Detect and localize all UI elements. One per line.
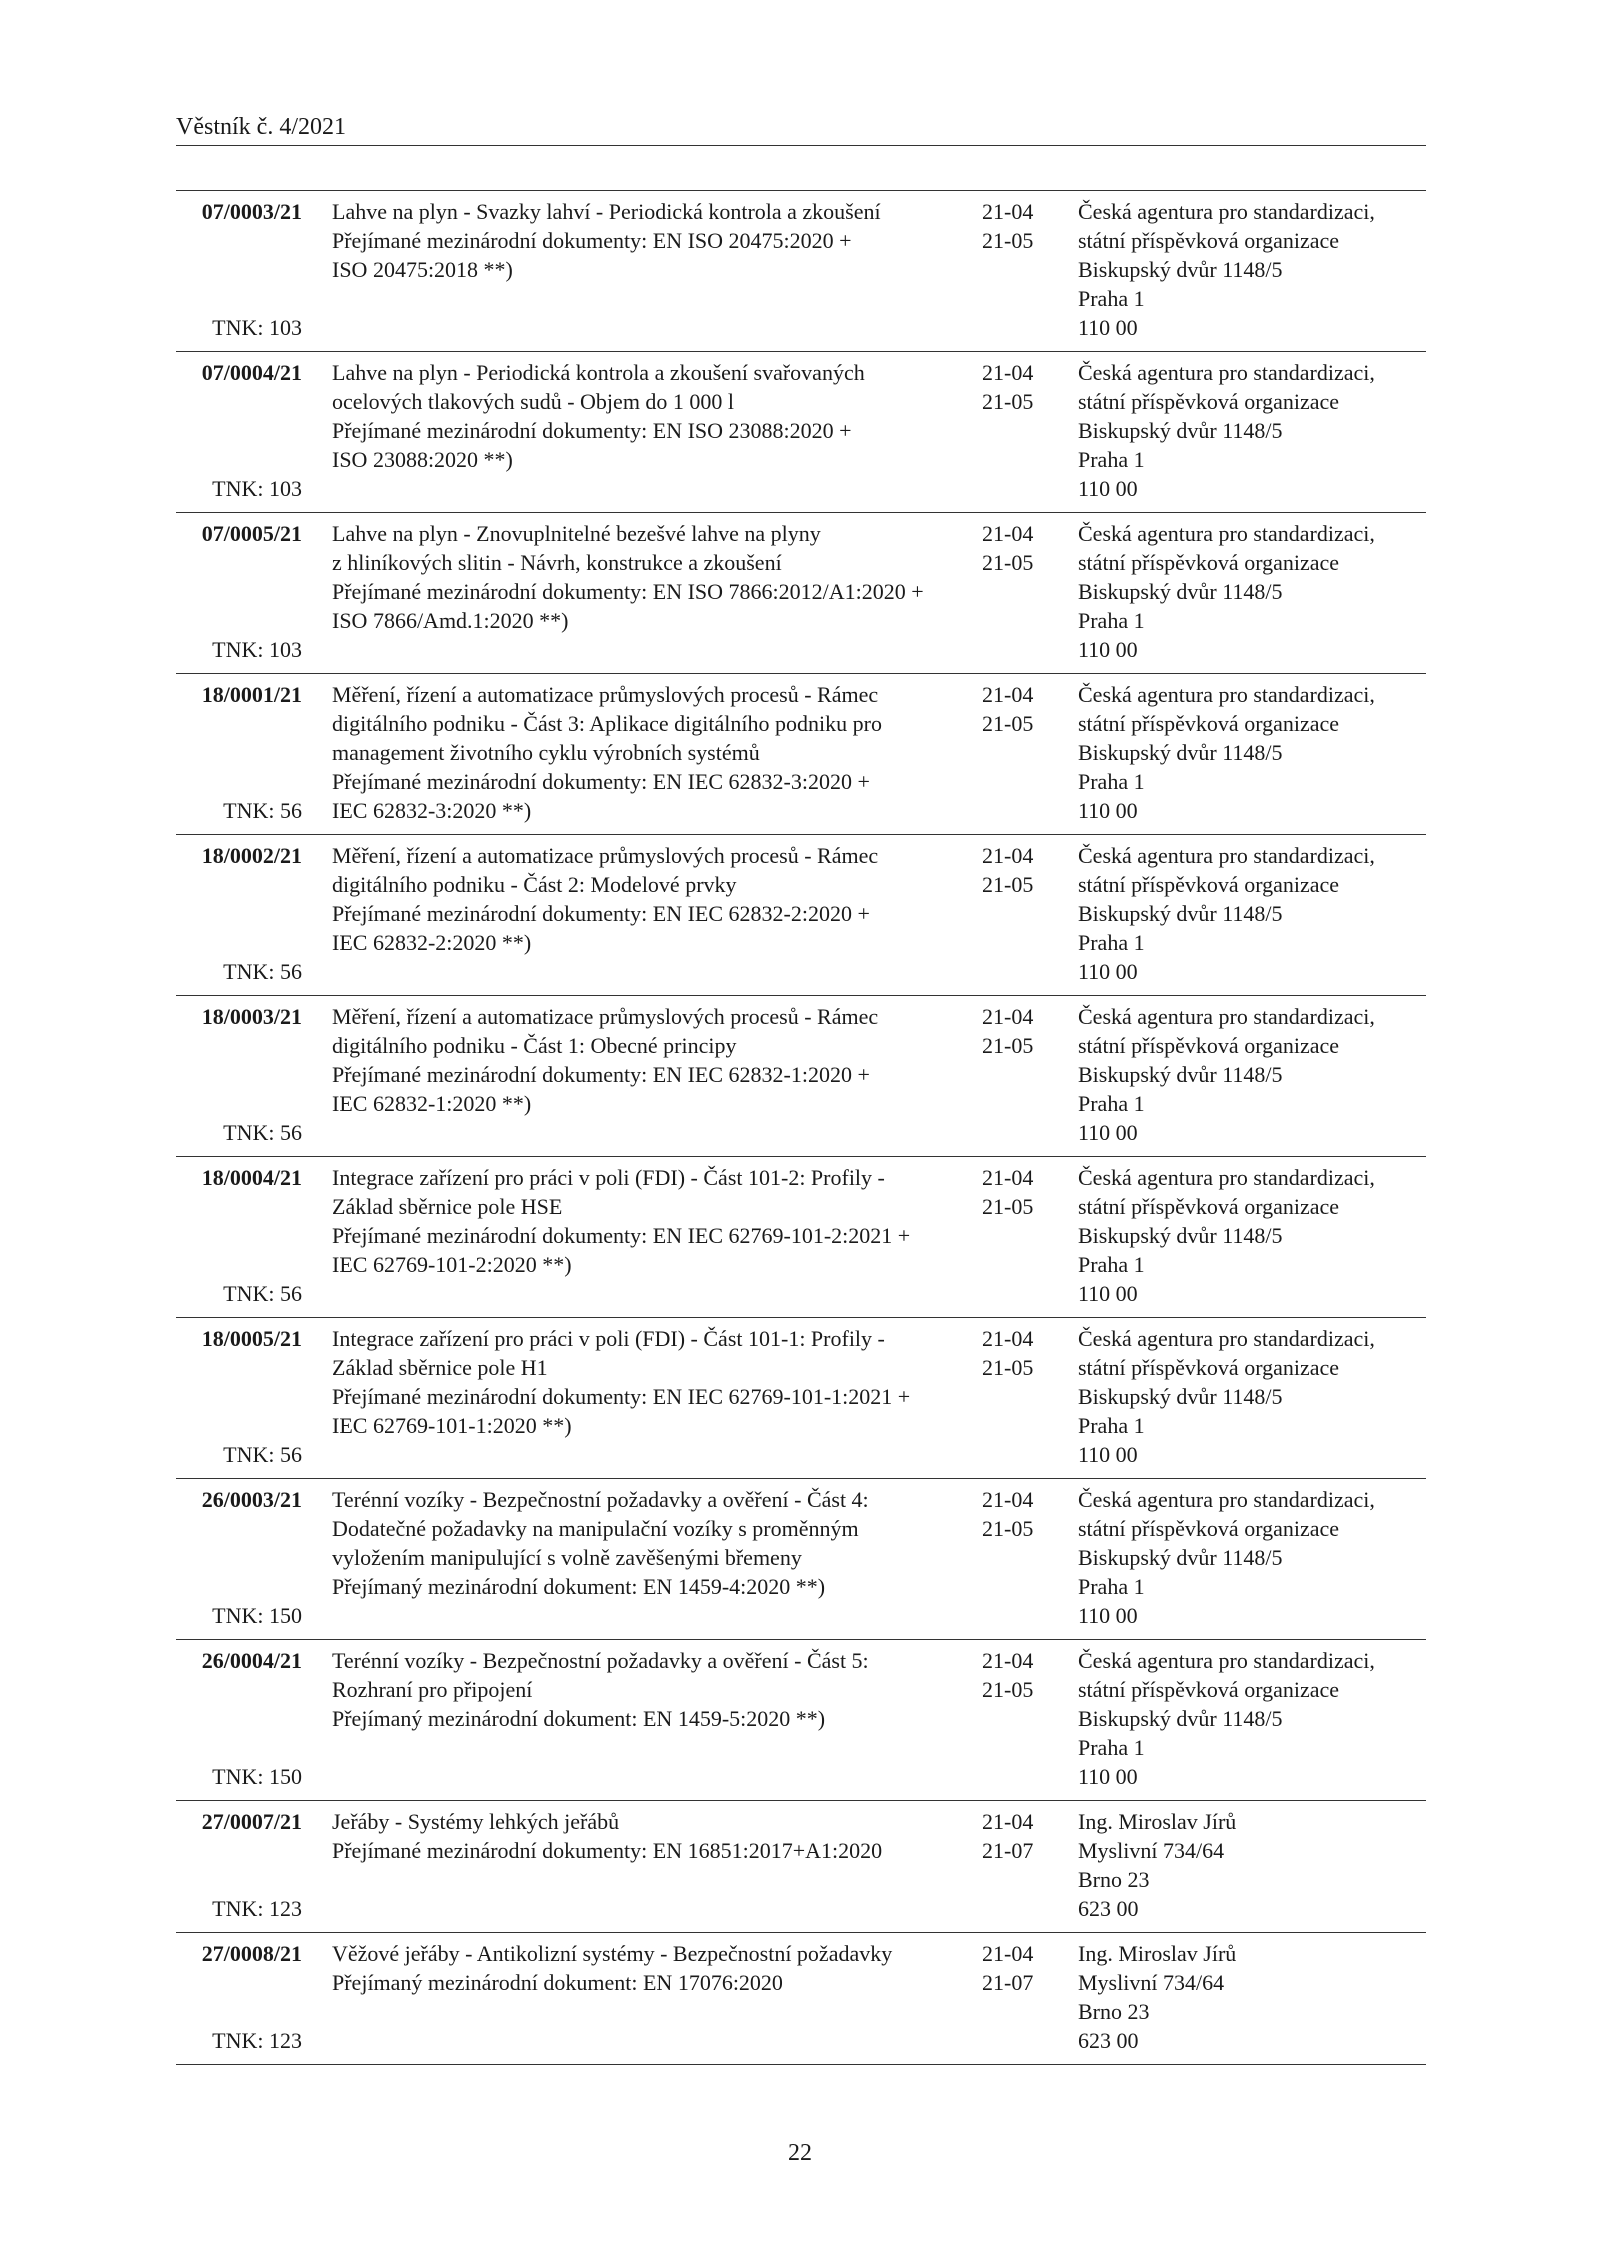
entry-address-line: Ing. Miroslav Jírů [1078, 1809, 1237, 1834]
entry-code: 26/0003/21 [201, 1487, 302, 1512]
entry-title-line: ISO 23088:2020 **) [332, 447, 513, 472]
entry-title-line: digitálního podniku - Část 2: Modelové prvky [332, 872, 737, 897]
entry-address-line: Biskupský dvůr 1148/5 [1078, 1062, 1283, 1087]
entry-address [1078, 1939, 1426, 2055]
entry-dates-line: 21-04 [982, 1487, 1034, 1512]
entry-address-line: Brno 23 [1078, 1867, 1150, 1892]
entry-address-line: 110 00 [1078, 476, 1138, 501]
entry-title-line: Přejímaný mezinárodní dokument: EN 17076:2020 [332, 1970, 783, 1995]
entry-address-line: státní příspěvková organizace [1078, 550, 1340, 575]
entry-address-line: Česká agentura pro standardizaci, [1078, 843, 1375, 868]
entry-tnk: TNK: 56 [223, 1120, 302, 1145]
entry-address-line: Ing. Miroslav Jírů [1078, 1941, 1237, 1966]
entry-title [332, 841, 992, 957]
entry-dates-line: 21-05 [982, 1516, 1034, 1541]
entry-tnk: TNK: 103 [212, 637, 302, 662]
entry-tnk: TNK: 150 [212, 1764, 302, 1789]
entry-title-line: digitálního podniku - Část 3: Aplikace digitálního podniku pro [332, 711, 882, 736]
entry-address-line: státní příspěvková organizace [1078, 711, 1340, 736]
entry-title-line: management životního cyklu výrobních systémů [332, 740, 760, 765]
entry-title-line: Přejímaný mezinárodní dokument: EN 1459-4:2020 **) [332, 1574, 826, 1599]
entry-title [332, 1324, 992, 1440]
entry-dates-line: 21-04 [982, 1326, 1034, 1351]
entry-address-line: 110 00 [1078, 1281, 1138, 1306]
entry-address-line: Myslivní 734/64 [1078, 1838, 1225, 1863]
entry-address-line: státní příspěvková organizace [1078, 1516, 1340, 1541]
entry-address-line: 110 00 [1078, 1603, 1138, 1628]
entry-title-line: Věžové jeřáby - Antikolizní systémy - Bezpečnostní požadavky [332, 1941, 893, 1966]
entry-title [332, 1646, 992, 1733]
entry-title-line: Měření, řízení a automatizace průmyslových procesů - Rámec [332, 682, 879, 707]
entry-address-line: státní příspěvková organizace [1078, 389, 1340, 414]
entry-title-line: ISO 20475:2018 **) [332, 257, 513, 282]
entry-title-line: Přejímaný mezinárodní dokument: EN 1459-5:2020 **) [332, 1706, 826, 1731]
entry-title-line: Rozhraní pro připojení [332, 1677, 533, 1702]
entry-address-line: Biskupský dvůr 1148/5 [1078, 740, 1283, 765]
entry-code: 26/0004/21 [201, 1648, 302, 1673]
entry-address [1078, 1485, 1426, 1630]
entry-address-line: státní příspěvková organizace [1078, 1677, 1340, 1702]
entry-code: 27/0007/21 [201, 1809, 302, 1834]
entry-title [332, 1002, 992, 1118]
entry-dates [982, 680, 1042, 738]
entry-dates-line: 21-04 [982, 1165, 1034, 1190]
entry-address-line: 110 00 [1078, 959, 1138, 984]
entry-tnk: TNK: 56 [223, 1281, 302, 1306]
entry-address-line: Praha 1 [1078, 286, 1145, 311]
entry-address-line: Česká agentura pro standardizaci, [1078, 1004, 1375, 1029]
entry-address-line: Praha 1 [1078, 769, 1145, 794]
entry-title-line: Přejímané mezinárodní dokumenty: EN ISO 23088:2020 + [332, 418, 852, 443]
entry-address [1078, 680, 1426, 825]
entry-title-line: Integrace zařízení pro práci v poli (FDI) - Část 101-1: Profily - [332, 1326, 885, 1351]
entry-dates-line: 21-07 [982, 1838, 1034, 1863]
entry-code: 18/0002/21 [201, 843, 302, 868]
table-row [176, 513, 1426, 674]
entry-address [1078, 197, 1426, 342]
entry-address-line: 110 00 [1078, 1120, 1138, 1145]
entry-title-line: IEC 62832-3:2020 **) [332, 798, 532, 823]
entry-dates [982, 1939, 1042, 1997]
entry-title-line: Terénní vozíky - Bezpečnostní požadavky a ověření - Část 4: [332, 1487, 869, 1512]
entry-dates-line: 21-04 [982, 682, 1034, 707]
entry-dates [982, 1002, 1042, 1060]
table-row [176, 1933, 1426, 2065]
entry-address-line: Praha 1 [1078, 1252, 1145, 1277]
entry-title-line: Terénní vozíky - Bezpečnostní požadavky a ověření - Část 5: [332, 1648, 869, 1673]
entry-address-line: Biskupský dvůr 1148/5 [1078, 579, 1283, 604]
entry-code: 18/0001/21 [201, 682, 302, 707]
entry-dates-line: 21-05 [982, 550, 1034, 575]
entry-dates-line: 21-04 [982, 1809, 1034, 1834]
entry-address-line: 623 00 [1078, 2028, 1139, 2053]
entry-code: 18/0004/21 [201, 1165, 302, 1190]
entry-address-line: Brno 23 [1078, 1999, 1150, 2024]
entry-address-line: Česká agentura pro standardizaci, [1078, 1165, 1375, 1190]
entry-tnk: TNK: 123 [212, 2028, 302, 2053]
entry-title-line: Přejímané mezinárodní dokumenty: EN ISO 7866:2012/A1:2020 + [332, 579, 924, 604]
entry-title-line: Měření, řízení a automatizace průmyslových procesů - Rámec [332, 1004, 879, 1029]
entry-address-line: Biskupský dvůr 1148/5 [1078, 901, 1283, 926]
entry-code: 07/0004/21 [201, 360, 302, 385]
entry-title-line: Dodatečné požadavky na manipulační vozíky s proměnným [332, 1516, 859, 1541]
table-row [176, 835, 1426, 996]
entry-title-line: Přejímané mezinárodní dokumenty: EN IEC 62832-3:2020 + [332, 769, 870, 794]
entry-title-line: Přejímané mezinárodní dokumenty: EN 16851:2017+A1:2020 [332, 1838, 883, 1863]
entry-title-line: ocelových tlakových sudů - Objem do 1 000 l [332, 389, 735, 414]
entry-address [1078, 1324, 1426, 1469]
entry-address-line: 110 00 [1078, 315, 1138, 340]
table-row [176, 1318, 1426, 1479]
entry-address-line: státní příspěvková organizace [1078, 1355, 1340, 1380]
entry-dates [982, 1324, 1042, 1382]
table-row [176, 674, 1426, 835]
entry-dates-line: 21-04 [982, 843, 1034, 868]
table-row [176, 1157, 1426, 1318]
entry-code: 18/0003/21 [201, 1004, 302, 1029]
entry-address [1078, 841, 1426, 986]
entry-address-line: Biskupský dvůr 1148/5 [1078, 1223, 1283, 1248]
entry-title-line: z hliníkových slitin - Návrh, konstrukce a zkoušení [332, 550, 782, 575]
entry-title-line: Přejímané mezinárodní dokumenty: EN IEC 62832-1:2020 + [332, 1062, 870, 1087]
entry-dates-line: 21-07 [982, 1970, 1034, 1995]
entry-title-line: IEC 62832-1:2020 **) [332, 1091, 532, 1116]
table-row [176, 352, 1426, 513]
entry-title-line: IEC 62769-101-1:2020 **) [332, 1413, 572, 1438]
entry-dates [982, 197, 1042, 255]
entry-dates-line: 21-05 [982, 1033, 1034, 1058]
entry-dates [982, 358, 1042, 416]
entry-address-line: Biskupský dvůr 1148/5 [1078, 1384, 1283, 1409]
header-divider [176, 145, 1426, 146]
entry-address-line: Biskupský dvůr 1148/5 [1078, 257, 1283, 282]
entry-address-line: Česká agentura pro standardizaci, [1078, 682, 1375, 707]
entry-title-line: Lahve na plyn - Svazky lahví - Periodická kontrola a zkoušení [332, 199, 881, 224]
entry-address-line: státní příspěvková organizace [1078, 872, 1340, 897]
entry-address-line: Praha 1 [1078, 1574, 1145, 1599]
entry-address-line: Praha 1 [1078, 1413, 1145, 1438]
entry-title-line: Měření, řízení a automatizace průmyslových procesů - Rámec [332, 843, 879, 868]
entry-dates-line: 21-05 [982, 1194, 1034, 1219]
entry-dates-line: 21-04 [982, 521, 1034, 546]
entry-title [332, 1485, 992, 1601]
entry-dates-line: 21-05 [982, 1677, 1034, 1702]
entry-address-line: 110 00 [1078, 1442, 1138, 1467]
entry-dates-line: 21-05 [982, 711, 1034, 736]
entry-title-line: Přejímané mezinárodní dokumenty: EN IEC 62832-2:2020 + [332, 901, 870, 926]
entry-address-line: Česká agentura pro standardizaci, [1078, 1487, 1375, 1512]
entry-address [1078, 358, 1426, 503]
entry-address-line: Praha 1 [1078, 1735, 1145, 1760]
entry-address-line: státní příspěvková organizace [1078, 228, 1340, 253]
entry-code: 07/0005/21 [201, 521, 302, 546]
entry-code: 07/0003/21 [201, 199, 302, 224]
entry-title-line: IEC 62832-2:2020 **) [332, 930, 532, 955]
table-row [176, 1640, 1426, 1801]
entry-dates-line: 21-04 [982, 1004, 1034, 1029]
entry-title-line: Přejímané mezinárodní dokumenty: EN IEC 62769-101-2:2021 + [332, 1223, 911, 1248]
entry-dates-line: 21-04 [982, 360, 1034, 385]
entry-address-line: 110 00 [1078, 798, 1138, 823]
entry-address-line: 110 00 [1078, 1764, 1138, 1789]
entry-title-line: Základ sběrnice pole H1 [332, 1355, 548, 1380]
entry-dates [982, 1163, 1042, 1221]
entry-address-line: Česká agentura pro standardizaci, [1078, 1326, 1375, 1351]
entry-tnk: TNK: 103 [212, 315, 302, 340]
entry-address-line: státní příspěvková organizace [1078, 1194, 1340, 1219]
entry-dates-line: 21-04 [982, 1648, 1034, 1673]
entry-title [332, 680, 992, 825]
entry-address-line: Česká agentura pro standardizaci, [1078, 1648, 1375, 1673]
entry-dates-line: 21-04 [982, 1941, 1034, 1966]
entry-title-line: Lahve na plyn - Periodická kontrola a zkoušení svařovaných [332, 360, 865, 385]
standards-table [176, 190, 1426, 2065]
entry-dates-line: 21-05 [982, 872, 1034, 897]
entry-code: 27/0008/21 [201, 1941, 302, 1966]
entry-dates-line: 21-04 [982, 199, 1034, 224]
entry-title-line: ISO 7866/Amd.1:2020 **) [332, 608, 569, 633]
entry-tnk: TNK: 103 [212, 476, 302, 501]
entry-code: 18/0005/21 [201, 1326, 302, 1351]
table-row [176, 191, 1426, 352]
entry-address-line: Myslivní 734/64 [1078, 1970, 1225, 1995]
entry-dates [982, 841, 1042, 899]
table-row [176, 1801, 1426, 1933]
entry-tnk: TNK: 56 [223, 959, 302, 984]
entry-address-line: Praha 1 [1078, 930, 1145, 955]
entry-tnk: TNK: 56 [223, 798, 302, 823]
entry-address [1078, 1646, 1426, 1791]
entry-title [332, 358, 992, 474]
entry-address-line: Biskupský dvůr 1148/5 [1078, 418, 1283, 443]
entry-title-line: Přejímané mezinárodní dokumenty: EN IEC 62769-101-1:2021 + [332, 1384, 911, 1409]
table-row [176, 996, 1426, 1157]
entry-address-line: Praha 1 [1078, 608, 1145, 633]
entry-title [332, 197, 992, 284]
entry-title [332, 1163, 992, 1279]
entry-address-line: Česká agentura pro standardizaci, [1078, 199, 1375, 224]
entry-tnk: TNK: 123 [212, 1896, 302, 1921]
entry-address-line: Praha 1 [1078, 1091, 1145, 1116]
entry-title-line: Základ sběrnice pole HSE [332, 1194, 563, 1219]
entry-title-line: IEC 62769-101-2:2020 **) [332, 1252, 572, 1277]
page-number: 22 [788, 2140, 812, 2166]
page-header-title: Věstník č. 4/2021 [176, 114, 346, 140]
entry-dates-line: 21-05 [982, 389, 1034, 414]
entry-address-line: 110 00 [1078, 637, 1138, 662]
entry-title-line: digitálního podniku - Část 1: Obecné principy [332, 1033, 737, 1058]
entry-address-line: 623 00 [1078, 1896, 1139, 1921]
entry-address [1078, 1807, 1426, 1923]
entry-title-line: Jeřáby - Systémy lehkých jeřábů [332, 1809, 620, 1834]
entry-address [1078, 519, 1426, 664]
entry-tnk: TNK: 150 [212, 1603, 302, 1628]
entry-dates-line: 21-05 [982, 228, 1034, 253]
entry-address-line: Praha 1 [1078, 447, 1145, 472]
entry-dates [982, 1485, 1042, 1543]
entry-address-line: Česká agentura pro standardizaci, [1078, 360, 1375, 385]
entry-title-line: Lahve na plyn - Znovuplnitelné bezešvé lahve na plyny [332, 521, 821, 546]
entry-address-line: státní příspěvková organizace [1078, 1033, 1340, 1058]
entry-address [1078, 1163, 1426, 1308]
entry-title [332, 1807, 992, 1865]
entry-dates [982, 519, 1042, 577]
entry-tnk: TNK: 56 [223, 1442, 302, 1467]
entry-title [332, 1939, 992, 1997]
entry-title-line: Integrace zařízení pro práci v poli (FDI) - Část 101-2: Profily - [332, 1165, 885, 1190]
entry-address-line: Česká agentura pro standardizaci, [1078, 521, 1375, 546]
entry-dates [982, 1646, 1042, 1704]
entry-address-line: Biskupský dvůr 1148/5 [1078, 1545, 1283, 1570]
entry-dates-line: 21-05 [982, 1355, 1034, 1380]
entry-title [332, 519, 992, 635]
entry-title-line: Přejímané mezinárodní dokumenty: EN ISO 20475:2020 + [332, 228, 852, 253]
table-row [176, 1479, 1426, 1640]
entry-address [1078, 1002, 1426, 1147]
entry-dates [982, 1807, 1042, 1865]
entry-address-line: Biskupský dvůr 1148/5 [1078, 1706, 1283, 1731]
entry-title-line: vyložením manipulující s volně zavěšenými břemeny [332, 1545, 802, 1570]
